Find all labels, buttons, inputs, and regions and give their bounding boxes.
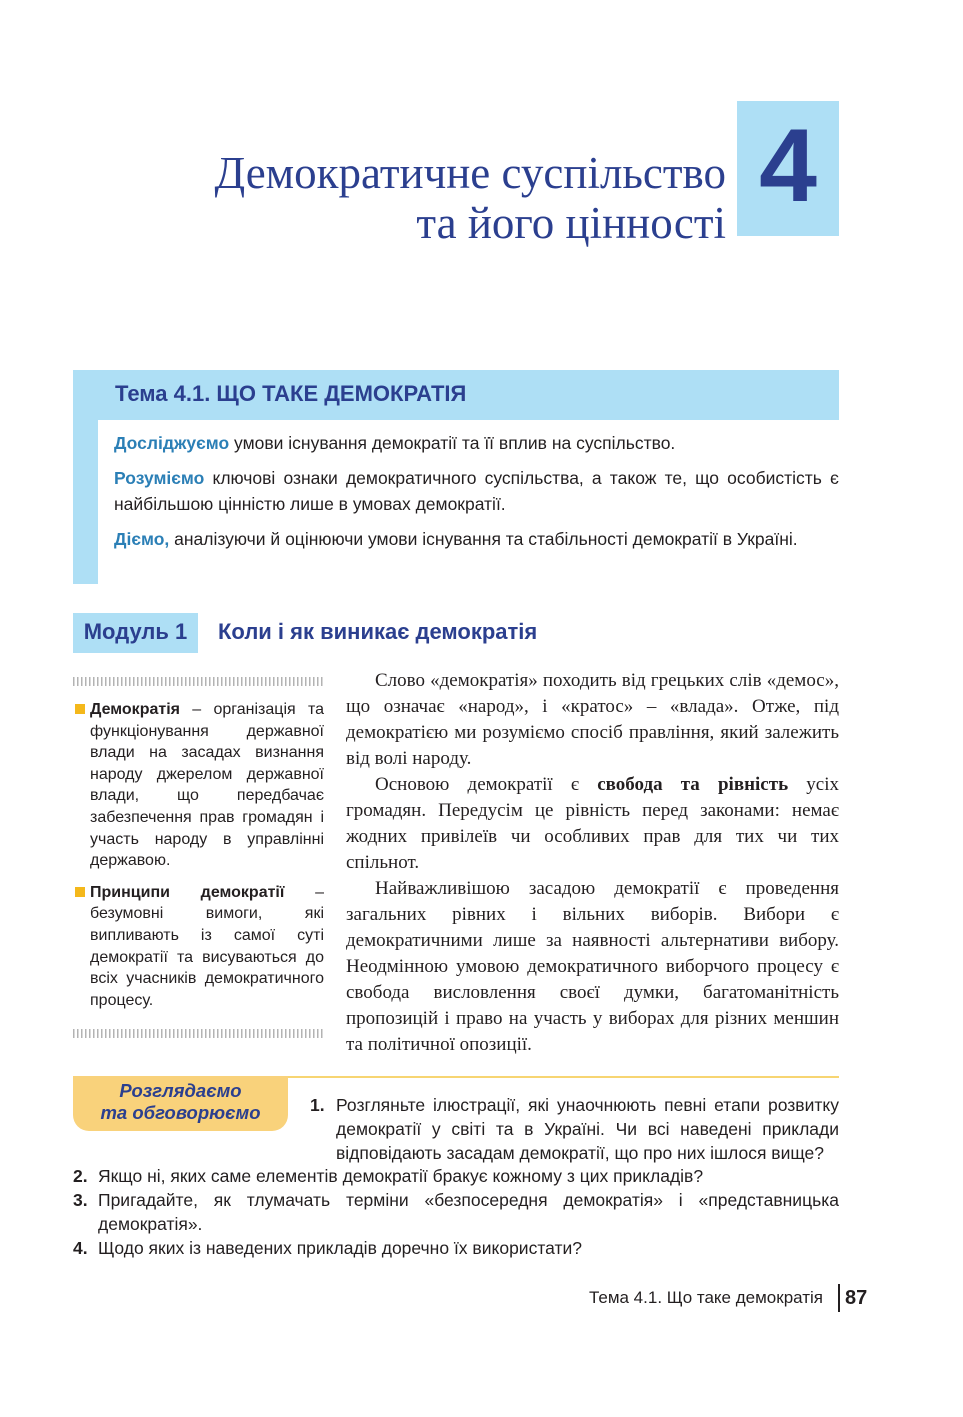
question-text: Якщо ні, яких саме елементів демократії бракує кожному з цих прикладів?	[98, 1166, 704, 1186]
topic-goals	[114, 430, 839, 561]
goal-text: умови існування демократії та її вплив на суспільство.	[229, 433, 676, 453]
goal-text: аналізуючи й оцінюючи умови існування та стабільності демократії в Україні.	[169, 529, 798, 549]
chapter-title	[150, 148, 726, 248]
question-1-block	[310, 1093, 839, 1165]
paragraph-1: Слово «демократія» походить від грецьких слів «демос», що означає «народ», і «кратос» – «влада». Отже, під демократією ми розуміємо спосіб правління, який залежить від волі народу.	[346, 670, 839, 769]
running-footer: Тема 4.1. Що таке демократія	[588, 1288, 823, 1307]
topic-side-bar	[73, 420, 98, 584]
question-text: Пригадайте, як тлумачать терміни «безпосередня демократія» і «представницька демократія».	[98, 1190, 839, 1234]
definition-term: Демократія	[90, 701, 180, 718]
page-number: 87	[845, 1287, 868, 1309]
question-item	[73, 1236, 839, 1260]
paragraph-3: Найважливішою засадою демократії є проведення загальних рівних і вільних виборів. Вибори є демократичними лише за наявності альтернативи вибору. Неодмінною умовою демократичного виборчого процесу є свобода висловлення своєї думки, багатоманітність пропозицій і право на участь у виборах для різних меншин та політичної опозиції.	[346, 878, 839, 1055]
discussion-label: Розглядаємо та обговорюємо	[100, 1080, 261, 1123]
goal-explore	[114, 430, 839, 456]
goal-keyword: Діємо,	[114, 529, 170, 549]
definition-item	[73, 882, 324, 1012]
definitions-sidebar	[73, 699, 324, 1021]
question-number: 1.	[310, 1095, 325, 1115]
module-number: Модуль 1	[83, 619, 188, 644]
question-text: Розгляньте ілюстрації, які унаочнюють певні етапи розвитку демократії у світі та в Україні. Чи всі наведені приклади відповідають засадам демократії, що про них ішлося вище?	[336, 1095, 839, 1163]
footer-divider	[838, 1284, 840, 1312]
definition-item	[73, 699, 324, 872]
goal-text: ключові ознаки демократичного суспільства, а також те, що особистість є найбільшою цінністю лише в умовах демократії.	[114, 468, 839, 514]
goal-keyword: Розуміємо	[114, 468, 205, 488]
question-number: 4.	[73, 1238, 88, 1258]
sidebar-bottom-divider	[73, 1029, 324, 1038]
main-text	[346, 668, 839, 1058]
question-number: 2.	[73, 1166, 88, 1186]
goal-keyword: Досліджуємо	[114, 433, 230, 453]
chapter-title-line2: та його цінності	[416, 198, 726, 248]
question-list	[73, 1164, 839, 1260]
module-title: Коли і як виникає демократія	[218, 619, 538, 644]
question-number: 3.	[73, 1190, 88, 1210]
definition-term: Принципи демократії	[90, 883, 285, 901]
topic-title: Тема 4.1. ЩО ТАКЕ ДЕМОКРАТІЯ	[115, 381, 467, 406]
definition-text: – безумовні вимоги, які випливають із самої суті демократії та висуваються до всіх учасників демократичного процесу.	[90, 883, 324, 1009]
square-bullet-icon	[75, 704, 85, 714]
chapter-number: 4	[759, 108, 817, 224]
goal-act	[114, 526, 839, 552]
definition-text: – організація та функціонування державної влади на засадах визнання народу джерелом державної влади, що передбачає забезпечення прав громадян і участь народу в управлінні державою.	[90, 701, 324, 870]
question-item	[310, 1093, 839, 1165]
paragraph-2: Основою демократії є свобода та рівність усіх громадян. Передусім це рівність перед законами: немає жодних привілеїв чи особливих прав для тих чи тих спільнот.	[346, 774, 840, 873]
emphasis: свобода та рівність	[597, 774, 789, 795]
question-text: Щодо яких із наведених прикладів доречно їх використати?	[98, 1238, 583, 1258]
question-item	[73, 1188, 839, 1236]
square-bullet-icon	[75, 887, 85, 897]
question-item	[73, 1164, 839, 1188]
sidebar-top-divider	[73, 677, 324, 686]
goal-understand	[114, 465, 839, 517]
chapter-title-line1: Демократичне суспільство	[214, 148, 726, 198]
